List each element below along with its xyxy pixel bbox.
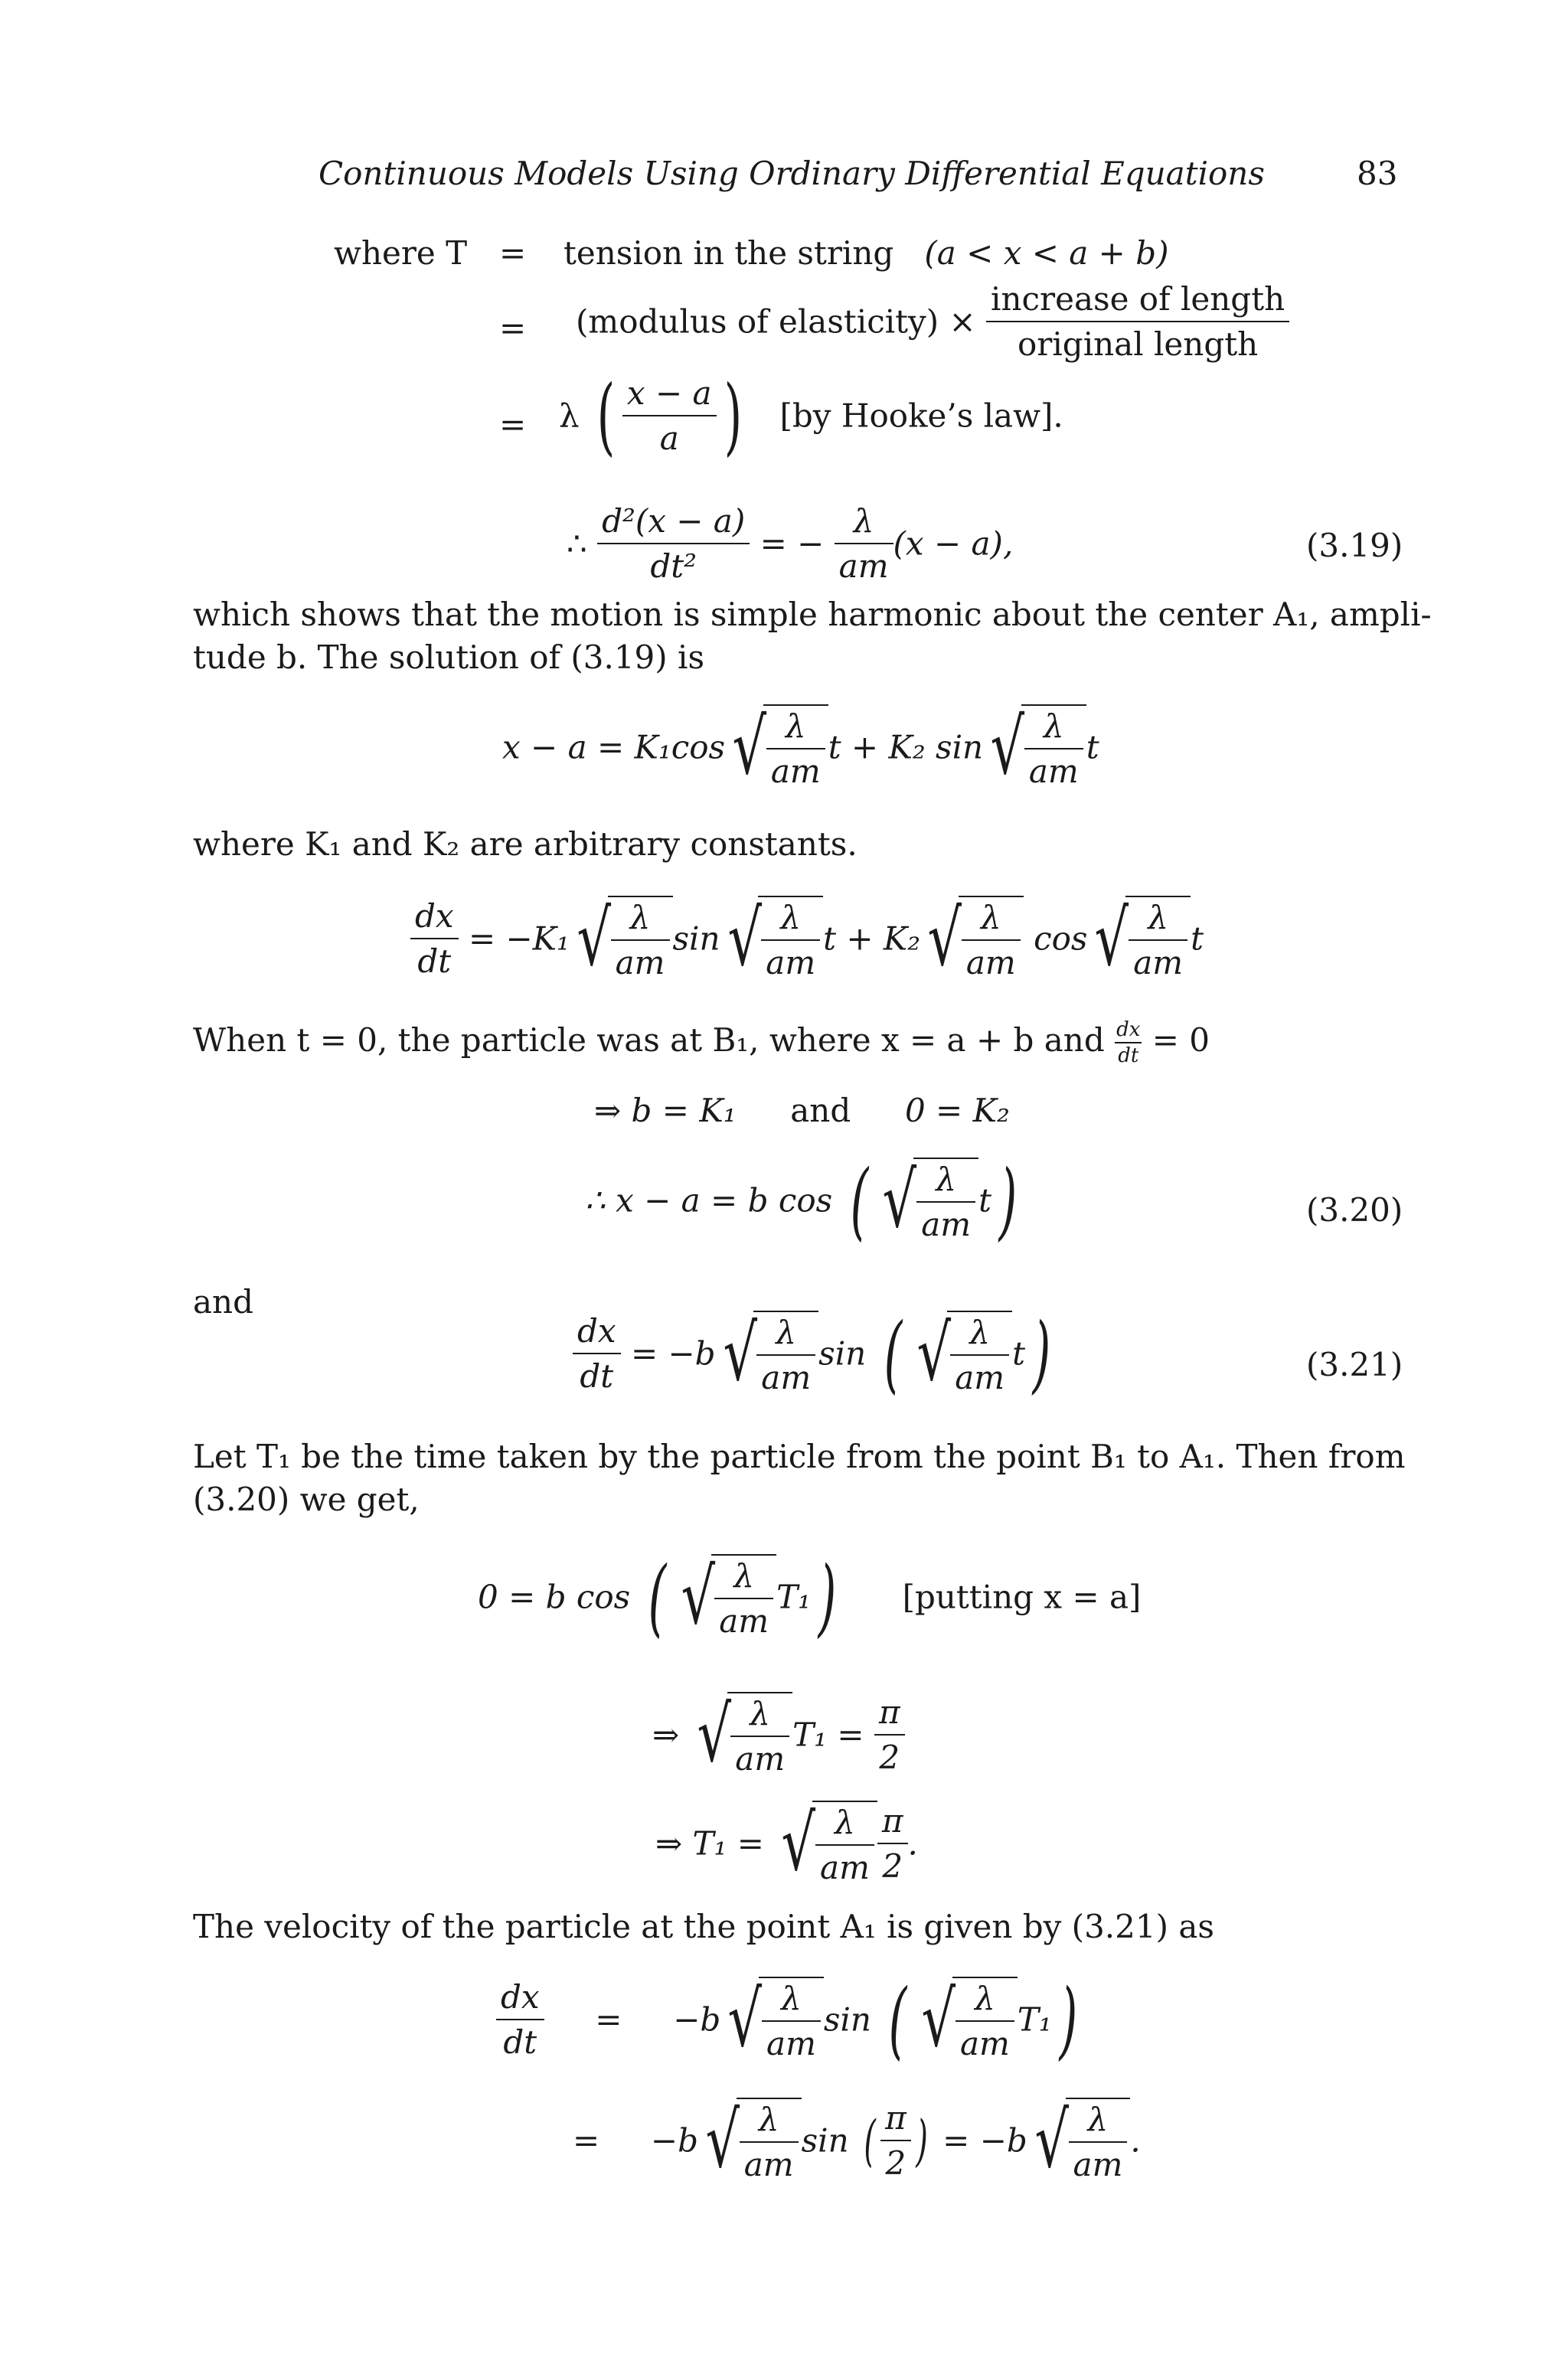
eq319-rhs-frac bbox=[835, 502, 893, 585]
length-fraction bbox=[986, 280, 1289, 363]
sqrt-12: √ $\frac{\lambda}{am}$ bbox=[774, 1801, 877, 1886]
para3 bbox=[193, 1018, 1395, 1067]
eq320-t: t bbox=[978, 1181, 991, 1220]
vel-pi: π bbox=[885, 2099, 906, 2137]
sqrt9-num: λ bbox=[969, 1314, 990, 1351]
sqrt2-den: am bbox=[1024, 748, 1083, 790]
sqrt6-den: am bbox=[1129, 939, 1187, 981]
vel-eq1: = bbox=[595, 2000, 622, 2039]
sqrt11-num: λ bbox=[750, 1695, 771, 1732]
sqrt1-den: am bbox=[766, 748, 825, 790]
eq319-lhs-den: dt² bbox=[597, 543, 750, 585]
para1-line2: tude b. The solution of (3.19) is bbox=[193, 638, 705, 676]
deriv-p1: = −K₁ bbox=[468, 919, 570, 958]
running-title: Continuous Models Using Ordinary Differential Equations bbox=[318, 155, 1265, 192]
eq321-eq: = −b bbox=[630, 1334, 716, 1373]
tension-text bbox=[564, 234, 1168, 272]
eq-label-3-21: (3.21) bbox=[1306, 1346, 1403, 1383]
sqrt13-den: am bbox=[762, 2020, 821, 2062]
vel-eq-minus-b: = −b bbox=[942, 2121, 1027, 2160]
vel-rparen: ) bbox=[1059, 1971, 1077, 2069]
sqrt10-den: am bbox=[714, 1598, 773, 1640]
vel-eq2: = bbox=[573, 2121, 600, 2160]
xa-fraction bbox=[622, 374, 717, 457]
solution-equation bbox=[502, 704, 1099, 790]
eq321-dx: dx bbox=[577, 1312, 616, 1350]
vel-dx: dx bbox=[501, 1978, 540, 2016]
eq-label-3-20: (3.20) bbox=[1306, 1191, 1403, 1229]
sqrt4-den: am bbox=[761, 939, 820, 981]
imp1-pi-frac bbox=[874, 1693, 905, 1776]
equation-3-20 bbox=[585, 1151, 1024, 1249]
imp1-arrow: ⇒ bbox=[652, 1716, 680, 1754]
sqrt8-den: am bbox=[756, 1354, 815, 1396]
zero-lparen: ( bbox=[648, 1548, 666, 1646]
eq321-rparen: ) bbox=[1032, 1305, 1051, 1403]
eq320-lhs: ∴ x − a = b cos bbox=[585, 1181, 833, 1220]
sqrt1-num: λ bbox=[785, 707, 806, 745]
vel-dt: dt bbox=[496, 2019, 544, 2061]
eq319-lhs-num: d²(x − a) bbox=[602, 502, 746, 540]
sqrt-3: √ $\frac{\lambda}{am}$ bbox=[570, 896, 673, 981]
sqrt3-den: am bbox=[611, 939, 670, 981]
sqrt15-num: λ bbox=[758, 2101, 779, 2138]
imp2-two: 2 bbox=[877, 1843, 908, 1885]
imp2-pi-frac bbox=[877, 1802, 908, 1885]
deriv-p4: cos bbox=[1034, 919, 1088, 958]
sqrt-2: √ $\frac{\lambda}{am}$ bbox=[983, 704, 1086, 790]
sol-mid: t + K₂ sin bbox=[828, 728, 984, 766]
sqrt14-den: am bbox=[956, 2020, 1014, 2062]
xa-numerator: x − a bbox=[626, 374, 712, 412]
sol-lhs: x − a = K₁cos bbox=[502, 728, 726, 766]
xa-denominator: a bbox=[622, 415, 717, 457]
therefore-symbol: ∴ bbox=[567, 524, 587, 563]
eq-sign-1: = bbox=[499, 234, 527, 272]
sqrt7-den: am bbox=[916, 1201, 975, 1243]
dt: dt bbox=[410, 938, 459, 980]
where-T: where T bbox=[334, 234, 468, 272]
vel-minus-b1: −b bbox=[673, 2000, 721, 2039]
eq320-lparen: ( bbox=[850, 1151, 868, 1249]
page-number: 83 bbox=[1357, 155, 1398, 192]
tension-line bbox=[334, 234, 467, 272]
left-paren: ( bbox=[596, 367, 616, 465]
para1-line1: which shows that the motion is simple harmonic about the center A₁, ampli- bbox=[193, 596, 1432, 633]
imp1-T1eq: T₁ = bbox=[792, 1716, 864, 1754]
hooke-note: [by Hooke’s law]. bbox=[779, 397, 1063, 435]
para4-line1: Let T₁ be the time taken by the particle from the point B₁ to A₁. Then from bbox=[193, 1438, 1406, 1475]
sqrt-16: √ $\frac{\lambda}{am}$ bbox=[1027, 2098, 1131, 2183]
eq321-sin: sin bbox=[818, 1334, 867, 1373]
sqrt12-num: λ bbox=[835, 1804, 855, 1841]
sqrt-9: √ $\frac{\lambda}{am}$ bbox=[910, 1311, 1013, 1396]
sqrt-7: √ $\frac{\lambda}{am}$ bbox=[875, 1158, 978, 1243]
sqrt-13: √ $\frac{\lambda}{am}$ bbox=[720, 1977, 824, 2062]
sqrt2-num: λ bbox=[1043, 707, 1064, 745]
vel-two: 2 bbox=[880, 2140, 911, 2182]
equation-3-19 bbox=[567, 502, 1013, 585]
sqrt-11: √ $\frac{\lambda}{am}$ bbox=[690, 1692, 793, 1778]
eq320-rparen: ) bbox=[998, 1151, 1018, 1249]
sqrt10-num: λ bbox=[733, 1557, 754, 1595]
sqrt14-num: λ bbox=[975, 1980, 995, 2017]
vel-T1: T₁ bbox=[1017, 2000, 1052, 2039]
velocity-line1 bbox=[496, 1971, 1085, 2069]
cond-left: ⇒ b = K₁ bbox=[594, 1092, 737, 1129]
derivative-equation bbox=[410, 893, 1204, 983]
para3-tail: = 0 bbox=[1152, 1021, 1210, 1059]
zero-lhs: 0 = b cos bbox=[478, 1578, 631, 1616]
modulus-line bbox=[576, 280, 1289, 363]
para2: where K₁ and K₂ are arbitrary constants. bbox=[193, 825, 858, 863]
imp1-two: 2 bbox=[874, 1734, 905, 1776]
eq319-lhs bbox=[597, 502, 750, 585]
vel2-lparen: ( bbox=[864, 2108, 876, 2173]
eq319-rhs-tail: (x − a), bbox=[893, 524, 1014, 563]
eq321-lparen: ( bbox=[884, 1305, 902, 1403]
eq-sign-3: = bbox=[499, 406, 527, 443]
zero-rparen: ) bbox=[818, 1548, 837, 1646]
imp2-pi: π bbox=[881, 1802, 903, 1840]
zero-equation bbox=[478, 1548, 1142, 1646]
eq-sign-2: = bbox=[499, 309, 527, 347]
length-denominator: original length bbox=[986, 321, 1289, 363]
sqrt5-num: λ bbox=[981, 899, 1001, 936]
implication-1 bbox=[652, 1692, 905, 1778]
cond-and: and bbox=[790, 1092, 851, 1129]
imp2-lhs: ⇒ T₁ = bbox=[655, 1824, 764, 1863]
sqrt4-num: λ bbox=[780, 899, 802, 936]
deriv-p3: t + K₂ bbox=[823, 919, 921, 958]
sqrt-6: √ $\frac{\lambda}{am}$ bbox=[1087, 896, 1191, 981]
eq319-eq-minus: = − bbox=[760, 524, 825, 563]
eq321-t: t bbox=[1012, 1334, 1025, 1373]
sqrt3-num: λ bbox=[629, 899, 651, 936]
putting-note: [putting x = a] bbox=[902, 1578, 1142, 1616]
para4-line2: (3.20) we get, bbox=[193, 1481, 420, 1518]
and-word: and bbox=[193, 1283, 253, 1321]
velocity-line2 bbox=[573, 2095, 1141, 2185]
imp2-dot: . bbox=[907, 1824, 918, 1863]
dx: dx bbox=[415, 897, 454, 935]
small-dx: dx bbox=[1116, 1018, 1141, 1041]
sol-tail: t bbox=[1086, 728, 1099, 766]
eq319-rhs-num: λ bbox=[853, 502, 874, 540]
sqrt6-num: λ bbox=[1148, 899, 1168, 936]
vel-pi-frac bbox=[880, 2099, 911, 2182]
vel-sin2: sin bbox=[801, 2121, 849, 2160]
small-dt: dt bbox=[1115, 1042, 1142, 1067]
cond-right: 0 = K₂ bbox=[904, 1092, 1010, 1129]
tension-label: tension in the string bbox=[564, 234, 894, 272]
sqrt16-den: am bbox=[1069, 2141, 1128, 2183]
vel2-rparen: ) bbox=[916, 2108, 928, 2173]
small-dxdt bbox=[1115, 1018, 1142, 1067]
conditions bbox=[594, 1092, 1010, 1129]
sqrt-14: √ $\frac{\lambda}{am}$ bbox=[914, 1977, 1018, 2062]
sqrt8-num: λ bbox=[776, 1314, 797, 1351]
implication-2 bbox=[655, 1798, 918, 1888]
zero-T1: T₁ bbox=[776, 1578, 811, 1616]
eq321-dxdt bbox=[573, 1312, 621, 1395]
imp1-pi: π bbox=[878, 1693, 900, 1731]
lambda-symbol: λ bbox=[559, 397, 580, 435]
sqrt-1: √ $\frac{\lambda}{am}$ bbox=[725, 704, 828, 790]
sqrt7-num: λ bbox=[936, 1161, 956, 1198]
deriv-p2: sin bbox=[672, 919, 720, 958]
lambda-line bbox=[559, 367, 1063, 465]
sqrt9-den: am bbox=[950, 1354, 1009, 1396]
vel-lparen: ( bbox=[888, 1971, 907, 2069]
vel-dxdt bbox=[496, 1978, 544, 2061]
eq319-rhs-den: am bbox=[835, 543, 893, 585]
sqrt5-den: am bbox=[962, 939, 1021, 981]
dxdt-frac bbox=[410, 897, 459, 980]
vel-dot: . bbox=[1130, 2121, 1141, 2160]
sqrt12-den: am bbox=[815, 1844, 874, 1886]
tension-range: (a < x < a + b) bbox=[924, 234, 1169, 272]
para5: The velocity of the particle at the point A₁ is given by (3.21) as bbox=[193, 1908, 1214, 1945]
sqrt-8: √ $\frac{\lambda}{am}$ bbox=[716, 1311, 819, 1396]
sqrt13-num: λ bbox=[781, 1980, 802, 2017]
modulus-text: (modulus of elasticity) × bbox=[576, 302, 976, 341]
sqrt11-den: am bbox=[730, 1736, 789, 1778]
sqrt-4: √ $\frac{\lambda}{am}$ bbox=[720, 896, 824, 981]
vel-sin1: sin bbox=[823, 2000, 871, 2039]
length-numerator: increase of length bbox=[991, 280, 1285, 318]
right-paren: ) bbox=[724, 367, 742, 465]
sqrt16-num: λ bbox=[1087, 2101, 1109, 2138]
para3-text: When t = 0, the particle was at B₁, where x = a + b and bbox=[193, 1021, 1105, 1059]
sqrt-15: √ $\frac{\lambda}{am}$ bbox=[698, 2098, 802, 2183]
sqrt15-den: am bbox=[740, 2141, 799, 2183]
sqrt-10: √ $\frac{\lambda}{am}$ bbox=[674, 1554, 777, 1640]
eq321-dt: dt bbox=[573, 1353, 621, 1395]
eq-label-3-19: (3.19) bbox=[1306, 527, 1403, 564]
deriv-p5: t bbox=[1191, 919, 1204, 958]
sqrt-5: √ $\frac{\lambda}{am}$ bbox=[920, 896, 1024, 981]
vel-minus-b2: −b bbox=[650, 2121, 698, 2160]
equation-3-21 bbox=[573, 1305, 1058, 1403]
